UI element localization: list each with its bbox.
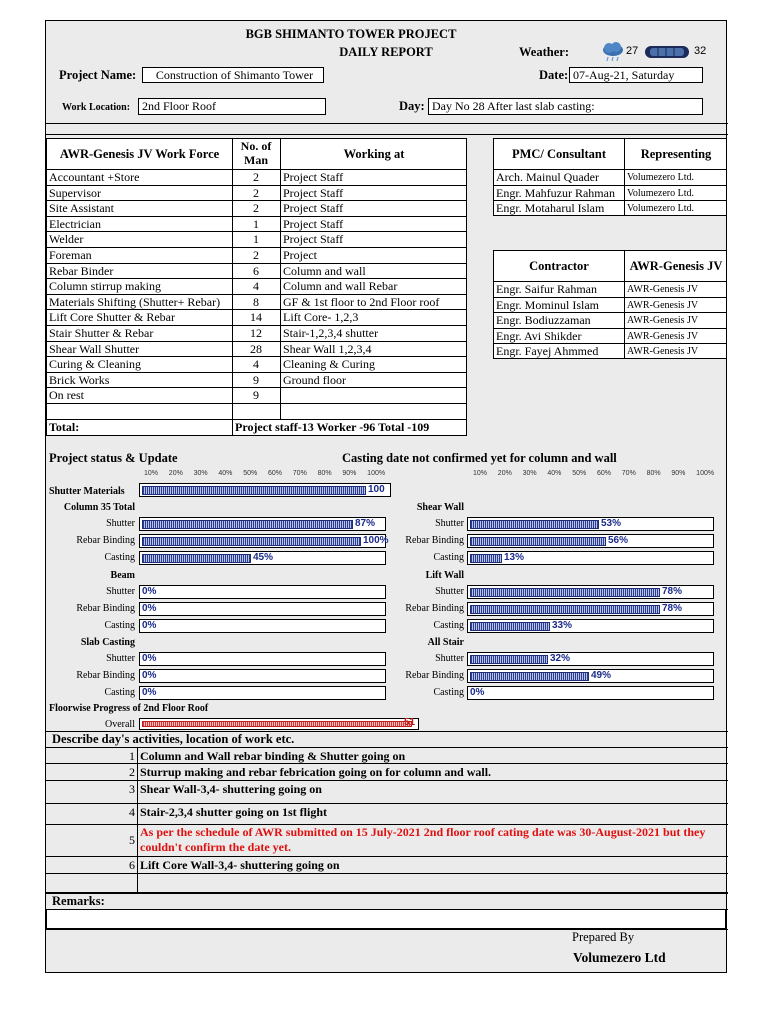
work-location-field: 2nd Floor Roof: [138, 98, 326, 115]
shutter-materials-fill: [142, 486, 366, 495]
pmc-row: [494, 170, 726, 186]
progress-item-label: Rebar Binding: [76, 602, 135, 614]
worker-role: Column stirrup making: [49, 279, 161, 294]
progress-item-bar: [467, 652, 714, 666]
worker-role: Materials Shifting (Shutter+ Rebar): [49, 294, 221, 309]
progress-item-fill: [470, 554, 502, 563]
scale-tick: 50%: [572, 470, 587, 477]
workforce-row: [47, 388, 466, 404]
progress-item-label: Shutter: [106, 585, 135, 597]
working-at: Project: [283, 248, 317, 262]
overall-progress-bar: [139, 718, 419, 730]
scale-tick: 60%: [596, 470, 611, 477]
progress-item-label: Rebar Binding: [405, 670, 464, 682]
date-field: 07-Aug-21, Saturday: [569, 67, 703, 83]
worker-role: Welder: [49, 232, 84, 247]
progress-item-label: Rebar Binding: [76, 670, 135, 682]
activity-number: 4: [129, 805, 135, 819]
progress-item-value: 13%: [504, 552, 525, 564]
progress-item-bar: [467, 585, 714, 599]
activity-number: 2: [129, 765, 135, 779]
workforce-row: [47, 201, 466, 217]
workforce-row: [47, 232, 466, 248]
progress-item-value: 53%: [601, 518, 622, 529]
progress-item-label: Rebar Binding: [76, 535, 135, 547]
date-label: Date:: [539, 68, 569, 82]
activity-row-empty: [46, 874, 728, 892]
contractor-table: [493, 250, 727, 359]
workforce-row: [47, 295, 466, 311]
remarks-field: [46, 909, 726, 929]
working-at: Project Staff: [283, 216, 344, 231]
progress-item-label: Casting: [104, 619, 135, 631]
overall-label: Overall: [105, 719, 135, 730]
header-divider-2: [46, 134, 728, 135]
scale-tick: 80%: [317, 470, 332, 477]
worker-role: Curing & Cleaning: [49, 357, 141, 372]
remarks-divider: [46, 892, 728, 894]
person-representing: Volumezero Ltd.: [627, 203, 695, 215]
workforce-row: [47, 186, 466, 202]
progress-item-fill: [470, 655, 548, 664]
overall-progress-value: 51: [404, 717, 416, 728]
working-at: Ground floor: [283, 372, 346, 387]
activity-number: 3: [129, 782, 135, 796]
progress-item-fill: [142, 520, 353, 529]
progress-item-value: 0%: [142, 653, 157, 664]
progress-title: Project status & Update: [49, 451, 178, 465]
person-representing: AWR-Genesis JV: [627, 346, 699, 358]
activity-row: [46, 781, 728, 804]
progress-item-label: Rebar Binding: [405, 602, 464, 614]
worker-count: 1: [253, 216, 259, 231]
progress-item-value: 87%: [355, 518, 376, 529]
progress-item-value: 0%: [470, 687, 485, 699]
activity-text: Lift Core Wall-3,4- shuttering going on: [140, 858, 340, 872]
activity-number: 1: [129, 749, 135, 763]
scale-tick: 10%: [144, 470, 159, 477]
progress-item-value: 33%: [552, 619, 573, 631]
worker-count: 2: [253, 185, 259, 200]
worker-count: 2: [253, 201, 259, 216]
worker-count: 14: [250, 310, 262, 325]
progress-item-value: 56%: [608, 535, 629, 547]
pmc-row: [494, 201, 726, 217]
prepared-by-name: Volumezero Ltd: [573, 950, 666, 965]
scale-tick: 100%: [696, 470, 715, 477]
activity-number: 5: [129, 833, 135, 847]
working-at: Lift Core- 1,2,3: [283, 310, 359, 325]
progress-item-bar: [139, 517, 386, 531]
workforce-row: [47, 310, 466, 326]
progress-item-bar: [139, 534, 389, 548]
progress-item-bar: [467, 517, 714, 531]
progress-item-value: 0%: [142, 602, 157, 614]
scale-tick: 30%: [193, 470, 208, 477]
progress-item-value: 32%: [550, 653, 571, 664]
progress-item-value: 0%: [142, 619, 157, 631]
person-name: Engr. Bodiuzzaman: [496, 313, 591, 328]
scale-tick: 60%: [267, 470, 282, 477]
person-name: Engr. Saifur Rahman: [496, 282, 597, 296]
prepared-by-label: Prepared By: [572, 930, 635, 944]
progress-item-bar: [467, 534, 714, 548]
progress-item-value: 0%: [142, 687, 157, 699]
person-name: Engr. Avi Shikder: [496, 328, 582, 343]
header-divider: [46, 123, 728, 124]
worker-role: Rebar Binder: [49, 263, 114, 278]
activity-row: [46, 804, 728, 825]
scale-tick: 20%: [497, 470, 512, 477]
report-title: BGB SHIMANTO TOWER PROJECT: [245, 27, 457, 41]
progress-item-fill: [470, 672, 589, 681]
progress-item-bar: [139, 686, 386, 700]
person-representing: AWR-Genesis JV: [627, 284, 699, 295]
worker-role: Site Assistant: [49, 201, 115, 216]
working-at: Project Staff: [283, 232, 344, 247]
progress-item-value: 100%: [363, 535, 389, 547]
temp-low: 27: [626, 45, 639, 57]
workforce-row: [47, 342, 466, 358]
activity-number: 6: [129, 858, 135, 872]
person-representing: Volumezero Ltd.: [627, 187, 695, 199]
worker-count: 2: [253, 248, 259, 262]
progress-item-bar: [467, 619, 714, 633]
shutter-materials-label: Shutter Materials: [49, 486, 125, 497]
scale-tick: 30%: [522, 470, 537, 477]
scale-tick: 90%: [671, 470, 686, 477]
activity-row: [46, 857, 728, 874]
shutter-materials-value: 100: [368, 484, 385, 495]
progress-item-value: 0%: [142, 585, 157, 597]
temp-high: 32: [694, 45, 707, 57]
working-at: Shear Wall 1,2,3,4: [283, 341, 372, 356]
progress-item-value: 78%: [662, 602, 683, 614]
scale-tick: 40%: [218, 470, 233, 477]
workforce-header-3: Working at: [343, 147, 405, 161]
person-name: Engr. Motaharul Islam: [496, 201, 605, 216]
progress-scale-right: [473, 470, 721, 477]
pmc-header-1: PMC/ Consultant: [511, 147, 607, 161]
workforce-table: [46, 138, 467, 436]
progress-item-bar: [467, 602, 714, 616]
progress-item-value: 78%: [662, 585, 683, 597]
scale-tick: 20%: [168, 470, 183, 477]
progress-item-label: Shutter: [106, 653, 135, 664]
contractor-row: [494, 282, 726, 298]
worker-count: 9: [253, 372, 259, 387]
progress-item-label: Shutter: [435, 585, 464, 597]
worker-count: 4: [253, 357, 259, 372]
person-representing: AWR-Genesis JV: [627, 330, 699, 342]
daily-report-sheet: BGB SHIMANTO TOWER PROJECT DAILY REPORT Weather: 27 32 Project Name: Construction of Shimanto Tower Date: 07-Aug-21, Saturday Work Location: 2nd Floor Roof Day: Day No 28 After last slab casting: AWR-Genesis JV Work Force No. of Man Working at Accountant +Store 2 Project Staff Supervisor 2 Project Staff Site Assistant 2 Project Staff Electrician 1 Project Staff Welder 1 Project Staff Foreman 2 Project Rebar Binder 6 Column and wall Column stirrup making 4 Column and wall Rebar Materials Shifting (Shutter+ Rebar) 8 GF & 1st floor to 2nd Floor roof Lift Core Shutter & Rebar 14 Lift Core- 1,2,3 Stair Shutter & Rebar 12 Stair-1,2,3,4 shutter Shear Wall Shutter 28 Shear Wall 1,2,3,4 Curing & Cleaning 4 Cleaning & Curing Brick Works 9 Ground floor On rest 9 Total: Project staff-13 Worker -96 Total -109 PMC/ Consultant Representing Arch. Mainul Quader Volumezero Ltd. Engr. Mahfuzur Rahman Volumezero Ltd. Engr. Motaharul Islam Volumezero Ltd. Contractor AWR-Genesis JV Engr. Saifur Rahman AWR-Genesis JV Engr. Mominul Islam AWR-Genesis JV Engr. Bodiuzzaman AWR-Genesis JV Engr. Avi Shikder AWR-Genesis JV Engr. Fayej Ahmmed AWR-Genesis JV Project status & Update Casting date not confirmed yet for column and wall 10% 20% 30% 40% 50% 60% 70% 80% 90% 100% 10% 20% 30% 40% 50% 60% 70% 80% 90% 100% Shutter Materials 100 Column 35 Total Shutter 87% Rebar Binding 100% Casting 45% Beam Shutter 0% Rebar Binding 0% Casting 0% Slab Casting Shutter 0% Rebar Binding 0% Casting 0% Shear Wall Shutter 53% Rebar Binding 56% Casting 13% Lift Wall Shutter 78% Rebar Binding 78% Casting 33% All Stair Shutter 32% Rebar Binding 49% Casting 0% Floorwise Progress of 2nd Floor Roof Overall 51 Describe day's activities, location of work etc. 1 Column and Wall rebar binding & Shutter going on 2 Sturrup making and rebar febrication going on for column and wall. 3 Shear Wall-3,4- shuttering going on 4 Stair-2,3,4 shutter going on 1st flight 5 As per the schedule of AWR submitted on 15 July-2021 2nd floor roof cating date was 30-August-2021 but they couldn't confirm the date yet. 6 Lift Core Wall-3,4- shuttering going on Remarks: Prepared By Volumezero Ltd: [45, 20, 727, 973]
person-representing: Volumezero Ltd.: [627, 172, 695, 183]
working-at: GF & 1st floor to 2nd Floor roof: [283, 294, 440, 309]
person-name: Engr. Fayej Ahmmed: [496, 344, 599, 359]
progress-item-fill: [142, 554, 251, 563]
working-at: Project Staff: [283, 185, 344, 200]
scale-tick: 50%: [243, 470, 258, 477]
scale-tick: 90%: [342, 470, 357, 477]
progress-item-label: Shutter: [435, 653, 464, 664]
remarks-label: Remarks:: [52, 894, 105, 908]
worker-count: 9: [253, 388, 259, 403]
progress-item-label: Shutter: [106, 518, 135, 529]
col-divider: [232, 420, 233, 435]
worker-role: Shear Wall Shutter: [49, 341, 140, 356]
progress-item-label: Casting: [433, 687, 464, 699]
working-at: Column and wall Rebar: [283, 279, 398, 294]
worker-role: Brick Works: [49, 372, 110, 387]
worker-role: Electrician: [49, 216, 101, 231]
progress-item-bar: [139, 551, 386, 565]
person-name: Arch. Mainul Quader: [496, 170, 599, 184]
workforce-row: [47, 373, 466, 389]
progress-item-label: Rebar Binding: [405, 535, 464, 547]
worker-count: 8: [253, 294, 259, 309]
activity-text: Shear Wall-3,4- shuttering going on: [140, 782, 322, 796]
progress-item-bar: [139, 585, 386, 599]
activities-title: Describe day's activities, location of work etc.: [52, 732, 295, 746]
activity-row: [46, 748, 728, 764]
progress-item-label: Casting: [104, 687, 135, 699]
contractor-row: [494, 298, 726, 314]
activity-text: Column and Wall rebar binding & Shutter going on: [140, 749, 406, 763]
workforce-row: [47, 326, 466, 342]
workforce-row: [47, 170, 466, 186]
project-name-field: Construction of Shimanto Tower: [142, 67, 324, 83]
progress-item-value: 45%: [253, 552, 274, 564]
person-name: Engr. Mahfuzur Rahman: [496, 185, 615, 200]
progress-item-fill: [142, 537, 361, 546]
progress-item-bar: [139, 652, 386, 666]
worker-count: 6: [253, 263, 259, 278]
worker-role: Lift Core Shutter & Rebar: [49, 310, 175, 325]
progress-item-label: Casting: [433, 552, 464, 564]
working-at: Project Staff: [283, 170, 344, 184]
workforce-row: [47, 248, 466, 264]
worker-count: 28: [250, 341, 262, 356]
person-representing: AWR-Genesis JV: [627, 315, 699, 327]
progress-item-bar: [139, 619, 386, 633]
worker-count: 1: [253, 232, 259, 247]
worker-count: 12: [250, 326, 262, 340]
progress-item-bar: [467, 686, 714, 700]
overall-progress-fill: [142, 721, 412, 727]
workforce-header-2: No. of Man: [240, 139, 272, 167]
project-name-label: Project Name:: [59, 68, 137, 82]
floorwise-label: Floorwise Progress of 2nd Floor Roof: [49, 703, 209, 714]
scale-tick: 40%: [547, 470, 562, 477]
workforce-total-row: [46, 419, 467, 436]
worker-role: Foreman: [49, 248, 92, 262]
activity-row: [46, 825, 728, 857]
contractor-header-1: Contractor: [529, 259, 589, 273]
scale-tick: 70%: [292, 470, 307, 477]
progress-item-label: Shutter: [435, 518, 464, 529]
working-at: Column and wall: [283, 263, 366, 278]
scale-tick: 80%: [646, 470, 661, 477]
day-label: Day:: [399, 99, 425, 113]
worker-role: On rest: [49, 388, 84, 403]
progress-item-label: Casting: [104, 552, 135, 564]
working-at: Cleaning & Curing: [283, 357, 375, 372]
working-at: Stair-1,2,3,4 shutter: [283, 326, 379, 340]
progress-item-value: 0%: [142, 670, 157, 682]
workforce-row: [47, 279, 466, 295]
scale-tick: 10%: [473, 470, 488, 477]
contractor-row: [494, 329, 726, 345]
activity-text: Stair-2,3,4 shutter going on 1st flight: [140, 805, 328, 819]
progress-item-bar: [139, 602, 386, 616]
pmc-row: [494, 186, 726, 202]
activity-text: Sturrup making and rebar febrication going on for column and wall.: [140, 765, 492, 779]
activity-row: [46, 764, 728, 781]
progress-item-value: 49%: [591, 670, 612, 682]
day-field: Day No 28 After last slab casting:: [428, 98, 703, 115]
progress-item-bar: [139, 669, 386, 683]
rain-cloud-icon: [601, 41, 625, 63]
total-label: Total:: [49, 420, 80, 434]
progress-scale-left: [144, 470, 392, 477]
worker-role: Accountant +Store: [49, 170, 140, 184]
shutter-materials-bar: [139, 483, 391, 497]
contractor-header-2: AWR-Genesis JV: [629, 259, 723, 273]
progress-item-bar: [467, 669, 714, 683]
pmc-table: [493, 138, 727, 216]
total-value: Project staff-13 Worker -96 Total -109: [235, 420, 430, 434]
progress-item-fill: [470, 605, 660, 614]
worker-count: 4: [253, 279, 259, 294]
progress-item-label: Casting: [433, 619, 464, 631]
workforce-header-1: AWR-Genesis JV Work Force: [59, 147, 220, 161]
scale-tick: 70%: [621, 470, 636, 477]
weather-label: Weather:: [519, 45, 569, 59]
scale-tick: 100%: [367, 470, 386, 477]
report-subtitle: DAILY REPORT: [339, 45, 433, 59]
work-location-label: Work Location:: [62, 102, 131, 113]
person-representing: AWR-Genesis JV: [627, 299, 699, 311]
workforce-row: [47, 217, 466, 233]
progress-note: Casting date not confirmed yet for column and wall: [342, 451, 617, 465]
temperature-bar-icon: [644, 45, 690, 59]
progress-item-fill: [470, 588, 660, 597]
worker-role: Supervisor: [49, 185, 101, 200]
progress-item-fill: [470, 622, 550, 631]
pmc-header-2: Representing: [640, 147, 712, 161]
activity-text: As per the schedule of AWR submitted on 15 July-2021 2nd floor roof cating date was 30-August-2021 but they couldn't confirm the date yet.: [140, 825, 706, 854]
progress-item-fill: [470, 537, 606, 546]
working-at: Project Staff: [283, 201, 344, 216]
worker-role: Stair Shutter & Rebar: [49, 326, 154, 340]
progress-item-bar: [467, 551, 714, 565]
workforce-row: [47, 264, 466, 280]
contractor-row: [494, 344, 726, 360]
contractor-row: [494, 313, 726, 329]
person-name: Engr. Mominul Islam: [496, 297, 599, 312]
progress-item-fill: [470, 520, 599, 529]
worker-count: 2: [253, 170, 259, 184]
workforce-row: [47, 357, 466, 373]
